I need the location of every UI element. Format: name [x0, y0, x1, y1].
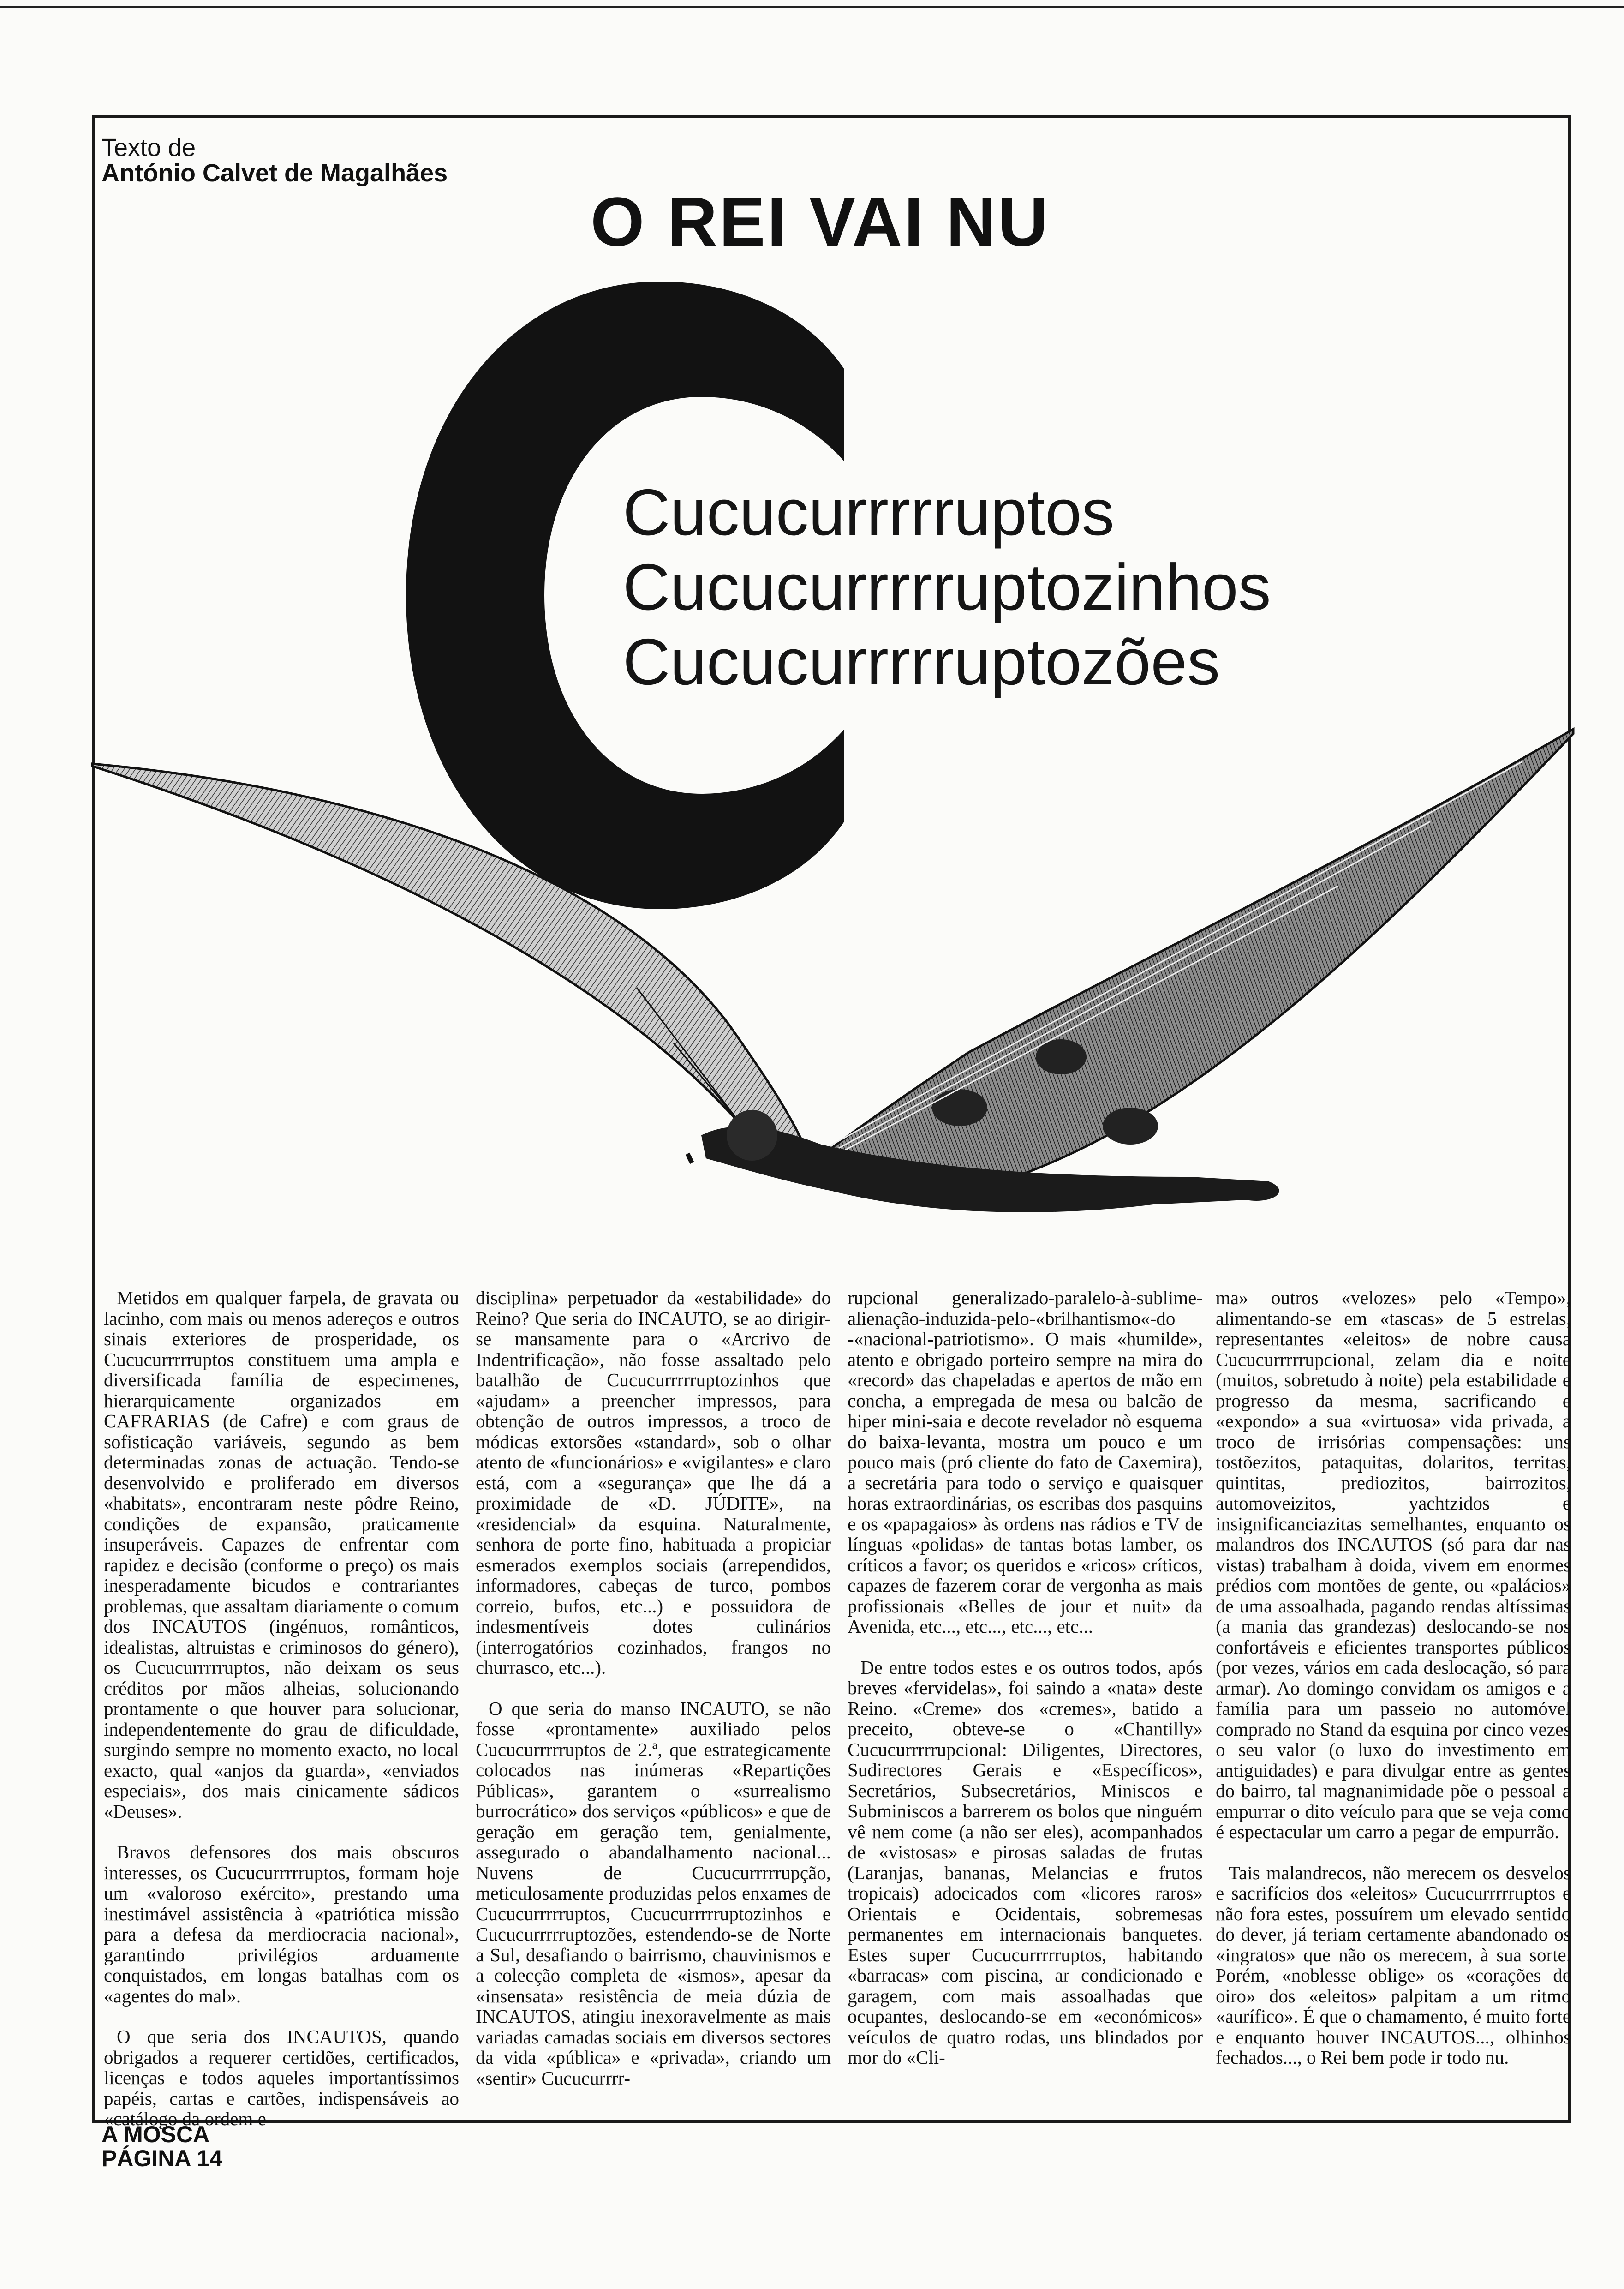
paragraph: ma» outros «velozes» pelo «Tempo», alimentando-se em «tascas» de 5 estrelas, representantes «eleitos» de nobre causa Cucucurrrrrupcional, zelam dia e noite (muitos, sobretudo à noite) pela estabilidade e progresso da mesma, sacrificando e «expondo» a sua «virtuosa» vida privada, a troco de irrisórias compensações: uns tostõezitos, pataquitas, dolaritos, territas, quintitas, prediozitos, bairrozitos, automoveizitos, yachtzidos e insignificanciazitas semelhantes, enquanto os malandros dos INCAUTOS (só para dar nas vistas) trabalham à doida, vivem em enormes prédios com montões de gente, ou «palácios» de uma assoalhada, pagando rendas altíssimas (a mania das grandezas) deslocando-se nos confortáveis e eficientes transportes públicos (por vezes, vários em cada deslocação, só para armar). Ao domingo convidam os amigos e a família para um passeio no automóvel comprado no Stand da esquina por cinco vezes o seu valor (o luxo do investimento em antiguidades) e para divulgar entre as gentes do bairro, tal magnanimidade põe o pessoal a empurrar o dito veículo para que se veja como é espectacular um carro a pegar de empurrão. [1216, 1287, 1571, 1842]
paragraph: O que seria do manso INCAUTO, se não fosse «prontamente» auxiliado pelos Cucucurrrrruptos de 2.ª, que estrategicamente colocados nas inúmeras «Repartições Públicas», garantem o «surrealismo burrocrático» dos serviços «públicos» e que de geração em geração tem, genialmente, assegurado o abandalhamento nacional... Nuvens de Cucucurrrrrupção, meticulosamente produzidas pelos enxames de Cucucurrrrruptos, Cucucurrrrruptozinhos e Cucucurrrrruptozões, estendendo-se de Norte a Sul, desafiando o bairrismo, chauvinismos e a colecção completa de «ismos», apesar da «insensata» resistência de meia dúzia de INCAUTOS, atingiu inexoravelmente as mais variadas camadas sociais em diversos sectores da vida «pública» e «privada», criando um «sentir» Cucucurrrr- [476, 1697, 831, 2089]
article-column-1 [104, 1287, 459, 2129]
wing-spot-1 [932, 1089, 987, 1126]
paragraph: Tais malandrecos, não merecem os desvelos e sacrifícios dos «eleitos» Cucucurrrrruptos e não fora estes, possuírem um elevado sentido do dever, já teriam certamente abandonado os «ingratos» que não os merecem, à sua sorte. Porém, «noblesse oblige» os «corações de oiro» dos «eleitos» palpitam a um ritmo «aurífico». É que o chamamento, é muito forte e enquanto houver INCAUTOS..., olhinhos fechados..., o Rei bem pode ir todo nu. [1216, 1862, 1571, 2068]
top-rule [0, 6, 1624, 8]
pilot-head [727, 1110, 777, 1161]
paragraph: Metidos em qualquer farpela, de gravata ou lacinho, com mais ou menos adereços e outros sinais exteriores de prosperidade, os Cucucurrrrruptos constituem uma ampla e diversificada família de especimenes, hierarquicamente organizados em CAFRARIAS (de Cafre) e com graus de sofisticação variáveis, segundo as bem determinadas zonas de actuação. Tendo-se desenvolvido e proliferado em diversos «habitats», encontraram neste pôdre Reino, condições de expansão, praticamente insuperáveis. Capazes de enfrentar com rapidez e decisão (conforme o preço) os mais inesperadamente bicudos e contrariantes problemas, que assaltam diariamente o comum dos INCAUTOS (ingénuos, românticos, idealistas, altruistas e criminosos do género), os Cucucurrrrruptos, não deixam os seus créditos por mãos alheias, solucionando prontamente o que houver para solucionar, independentemente do grau de dificuldade, surgindo sempre no momento exacto, no local exacto, qual «anjos da guarda», «enviados especiais», dos mais cinicamente sádicos «Deuses». [104, 1287, 459, 1822]
subtitle-line-3: Cucucurrrrruptozões [623, 625, 1220, 699]
article-body [104, 1287, 1571, 2129]
byline-author: António Calvet de Magalhães [102, 159, 448, 187]
paragraph: disciplina» perpetuador da «estabilidade» do Reino? Que seria do INCAUTO, se ao dirigir-se mansamente para o «Arcrivo de Indentrificação», não fosse assaltado pelo batalhão de Cucucurrrrruptozinhos que «ajudam» a preencher impressos, para obtenção de outros impressos, a troco de módicas extorsões «standard», sob o olhar atento de «funcionários» e «vigilantes» e claro está, com a «segurança» que lhe dá a proximidade de «D. JÚDITE», na «residencial» da esquina. Naturalmente, senhora de porte fino, habituada a propiciar esmerados exemplos sociais (arrependidos, informadores, cabeças de turco, pombos correio, bufos, etc...) e possuidora de indesmentíveis dotes culinários (interrogatórios cozinhados, frangos no churrasco, etc...). [476, 1287, 831, 1678]
wing-spot-3 [1103, 1108, 1158, 1144]
article-column-4 [1216, 1288, 1571, 2095]
article-column-2 [476, 1288, 831, 2095]
page-number: PÁGINA 14 [102, 2145, 223, 2171]
hang-glider-illustration [92, 701, 1578, 1301]
subtitle-list [623, 475, 1271, 700]
subtitle-line-1: Cucucurrrrruptos [623, 476, 1115, 549]
paragraph: Bravos defensores dos mais obscuros interesses, os Cucucurrrrruptos, formam hoje um «valoroso exército», prestando uma inestimável assistência à «patriótica missão para a defesa da merdiocracia nacional», garantindo privilégios arduamente conquistados, em longas batalhas com os «agentes do mal». [104, 1841, 459, 2007]
paragraph: De entre todos estes e os outros todos, após breves «fervidelas», foi saindo a «nata» deste Reino. «Creme» dos «cremes», batido a preceito, obteve-se o «Chantilly» Cucucurrrrrupcional: Diligentes, Directores, Sudirectores Gerais e «Específicos», Secretários, Subsecretários, Miniscos e Subminiscos a barrerem os bolos que ninguém vê nem come (a não ser eles), acompanhados de «vistosas» e pirosas saladas de frutas (Laranjas, bananas, Melancias e frutos tropicais) adocicados com «licores raros» Orientais e Ocidentais, sobremesas permanentes em internacionais banquetes. Estes super Cucucurrrrruptos, habitando «barracas» com piscina, ar condicionado e garagem, com mais assoalhadas que ocupantes, deslocando-se em «económicos» veículos de quatro rodas, uns blindados por mor do «Cli- [848, 1656, 1203, 2068]
headline: O REI VAI NU [591, 183, 1050, 260]
byline-label: Texto de [102, 134, 196, 162]
magazine-name: A MOSCA [102, 2121, 210, 2147]
paragraph: rupcional generalizado-paralelo-à-sublime-alienação-induzida-pelo-«brilhantismo«-do -«nacional-patriotismo». O mais «humilde», atento e obrigado porteiro sempre na mira do «record» das chapeladas e apertos de mão em concha, a empregada de mesa ou balcão de hiper mini-saia e decote revelador nò esquema do baixa-levanta, mostra um pouco e um pouco mais (pró cliente do fato de Caxemira), a secretária para todo o serviço e quaisquer horas extraordinárias, os escribas dos pasquins e os «papagaios» às ordens nas rádios e TV de línguas «polidas» de tantas botas lamber, os críticos a favor; os queridos e «ricos» críticos, capazes de fazerem corar de vergonha as mais profissionais «Belles de jour et nuit» da Avenida, etc..., etc..., etc..., etc... [848, 1287, 1203, 1637]
article-column-3 [848, 1288, 1203, 2095]
subtitle-line-2: Cucucurrrrruptozinhos [623, 551, 1271, 624]
paragraph: O que seria dos INCAUTOS, quando obrigados a requerer certidões, certificados, licenças e todos aqueles importantíssimos papéis, cartas e cartões, indispensáveis ao «catálogo da ordem e [104, 2026, 459, 2129]
